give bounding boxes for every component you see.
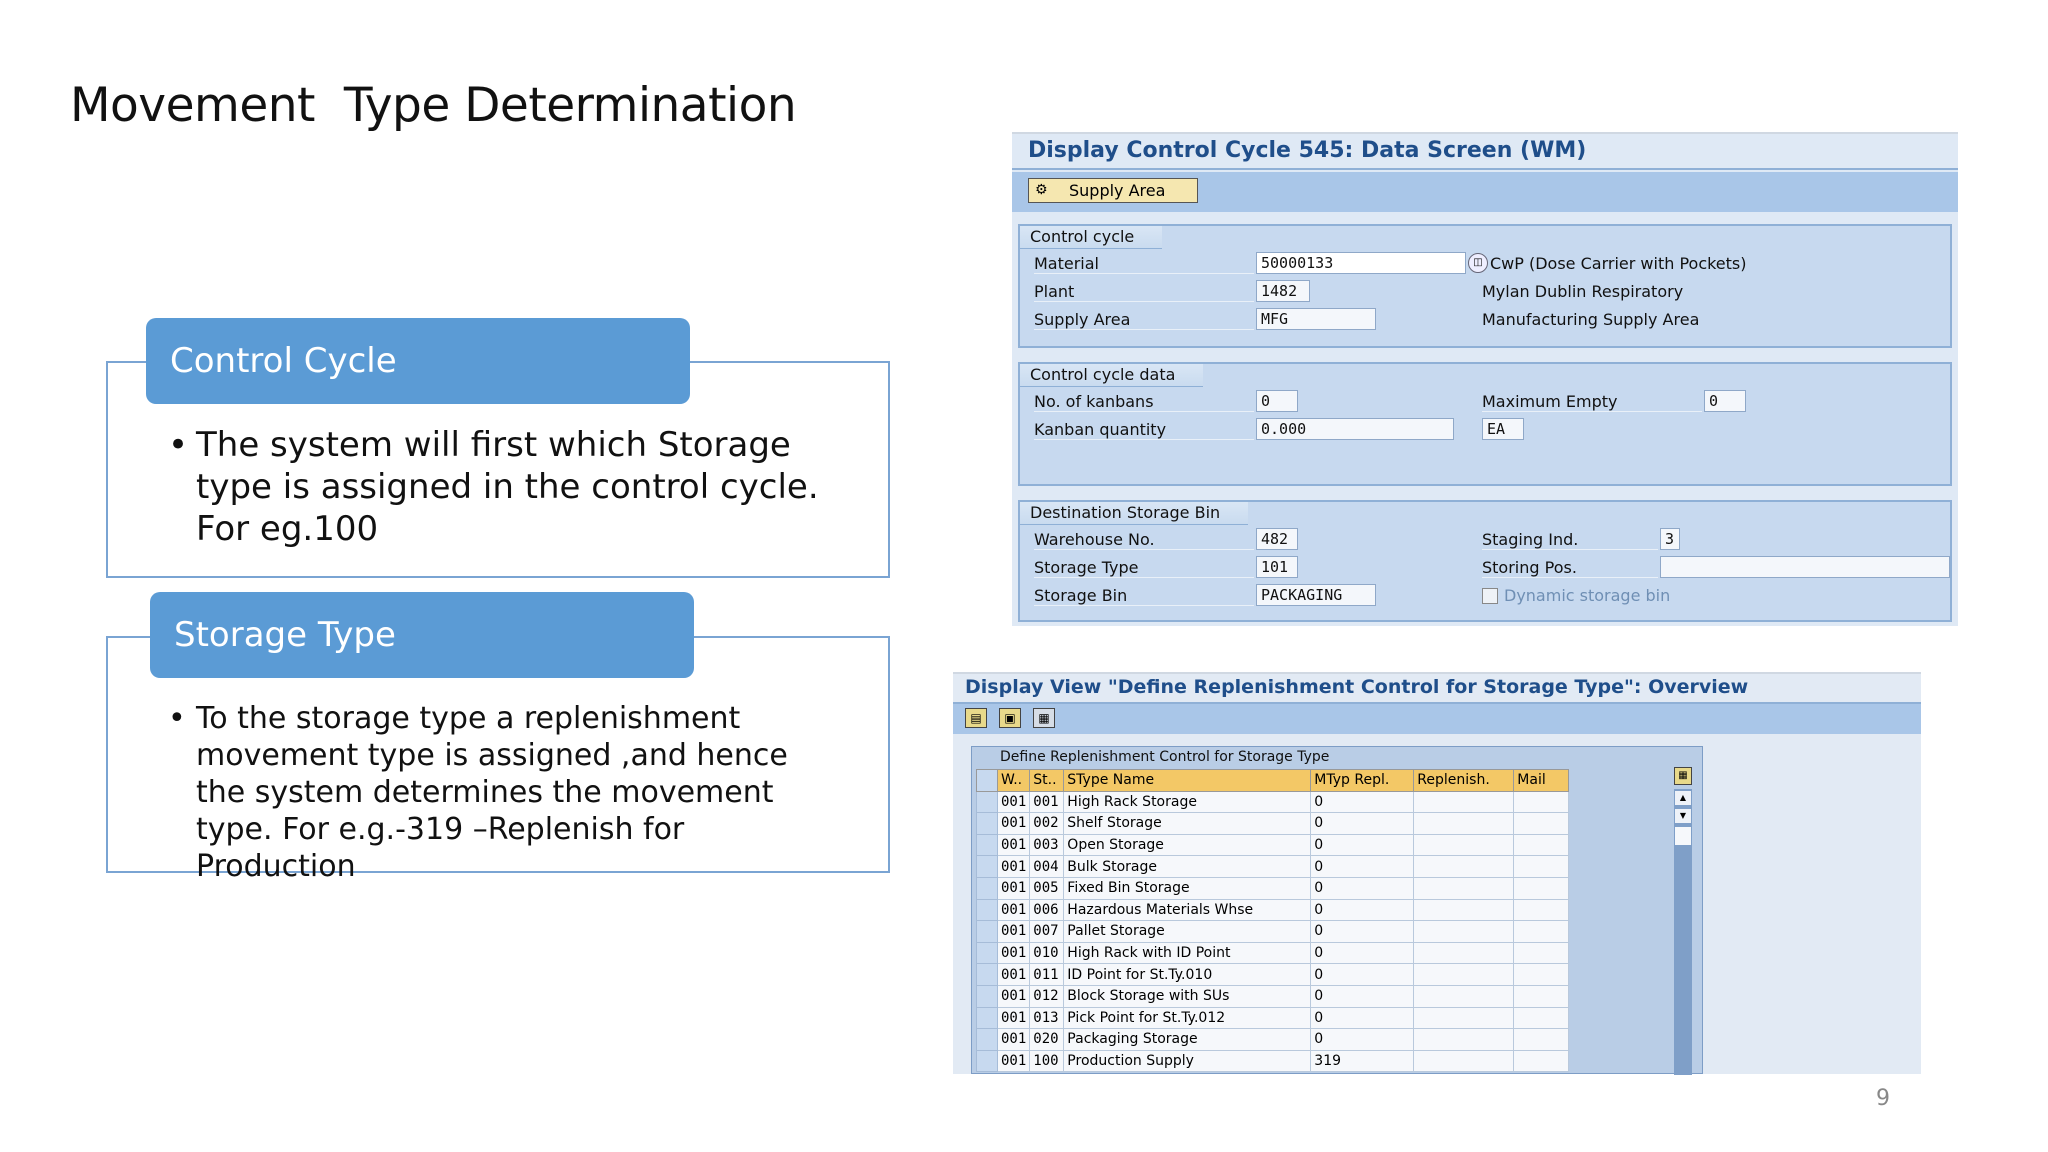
material-label: Material xyxy=(1034,254,1254,274)
plant-field[interactable]: 1482 xyxy=(1256,280,1310,302)
storage-bin-field[interactable]: PACKAGING xyxy=(1256,584,1376,606)
cell-mail[interactable] xyxy=(1514,834,1569,856)
cell-replenish[interactable] xyxy=(1414,791,1514,813)
row-selector[interactable] xyxy=(977,921,998,943)
plant-label: Plant xyxy=(1034,282,1254,302)
toolbar-icon-2[interactable]: ▣ xyxy=(999,708,1021,728)
cell-warehouse: 001 xyxy=(998,834,1030,856)
cell-stype-name: Open Storage xyxy=(1064,834,1311,856)
cell-mtyp-repl[interactable]: 0 xyxy=(1311,921,1414,943)
row-selector[interactable] xyxy=(977,813,998,835)
cell-mail[interactable] xyxy=(1514,964,1569,986)
cell-mail[interactable] xyxy=(1514,1007,1569,1029)
cell-storage-type: 007 xyxy=(1030,921,1064,943)
row-selector[interactable] xyxy=(977,834,998,856)
cell-replenish[interactable] xyxy=(1414,877,1514,899)
storage-type-heading: Storage Type xyxy=(150,592,694,678)
scroll-thumb[interactable] xyxy=(1675,827,1691,845)
cell-mtyp-repl[interactable]: 0 xyxy=(1311,856,1414,878)
storing-pos-label: Storing Pos. xyxy=(1482,558,1658,578)
table-row[interactable] xyxy=(977,1029,1569,1051)
table-row[interactable] xyxy=(977,942,1569,964)
cell-mail[interactable] xyxy=(1514,899,1569,921)
table-row[interactable] xyxy=(977,921,1569,943)
row-selector[interactable] xyxy=(977,1050,998,1072)
table-row[interactable] xyxy=(977,1050,1569,1072)
cell-replenish[interactable] xyxy=(1414,1029,1514,1051)
kanbans-field[interactable]: 0 xyxy=(1256,390,1298,412)
cell-mtyp-repl[interactable]: 0 xyxy=(1311,964,1414,986)
storage-type-label: Storage Type xyxy=(1034,558,1254,578)
cell-mtyp-repl[interactable]: 319 xyxy=(1311,1050,1414,1072)
cell-warehouse: 001 xyxy=(998,942,1030,964)
replenishment-screen-title: Display View "Define Replenishment Control for Storage Type": Overview xyxy=(965,676,1749,698)
cell-stype-name: Hazardous Materials Whse xyxy=(1064,899,1311,921)
cell-storage-type: 011 xyxy=(1030,964,1064,986)
cell-mtyp-repl[interactable]: 0 xyxy=(1311,942,1414,964)
cell-stype-name: High Rack Storage xyxy=(1064,791,1311,813)
destination-bin-group xyxy=(1018,500,1952,622)
cell-replenish[interactable] xyxy=(1414,834,1514,856)
supply-area-label: Supply Area xyxy=(1034,310,1254,330)
cell-replenish[interactable] xyxy=(1414,921,1514,943)
cell-warehouse: 001 xyxy=(998,791,1030,813)
value-help-icon[interactable]: ◫ xyxy=(1468,253,1488,273)
slide-title: Movement Type Determination xyxy=(70,78,797,133)
table-row[interactable] xyxy=(977,813,1569,835)
supply-area-description: Manufacturing Supply Area xyxy=(1482,310,1700,329)
cell-warehouse: 001 xyxy=(998,921,1030,943)
cell-mail[interactable] xyxy=(1514,1029,1569,1051)
table-row[interactable] xyxy=(977,985,1569,1007)
row-selector[interactable] xyxy=(977,899,998,921)
row-selector[interactable] xyxy=(977,877,998,899)
cell-storage-type: 020 xyxy=(1030,1029,1064,1051)
cell-storage-type: 010 xyxy=(1030,942,1064,964)
cell-storage-type: 005 xyxy=(1030,877,1064,899)
staging-ind-field[interactable]: 3 xyxy=(1660,528,1680,550)
cell-replenish[interactable] xyxy=(1414,942,1514,964)
supply-area-icon: ⚙ xyxy=(1035,182,1048,198)
table-row[interactable] xyxy=(977,856,1569,878)
row-selector[interactable] xyxy=(977,1007,998,1029)
table-settings-icon[interactable]: ▦ xyxy=(1674,767,1692,785)
col-replenish[interactable]: Replenish. xyxy=(1414,770,1514,792)
kanban-quantity-field[interactable]: 0.000 xyxy=(1256,418,1454,440)
cell-storage-type: 013 xyxy=(1030,1007,1064,1029)
kanban-quantity-label: Kanban quantity xyxy=(1034,420,1254,440)
row-selector[interactable] xyxy=(977,942,998,964)
cell-warehouse: 001 xyxy=(998,964,1030,986)
replenishment-screen xyxy=(953,672,1921,1074)
cell-stype-name: Production Supply xyxy=(1064,1050,1311,1072)
replenishment-toolbar xyxy=(953,704,1921,734)
cell-mail[interactable] xyxy=(1514,942,1569,964)
cell-mtyp-repl[interactable]: 0 xyxy=(1311,834,1414,856)
cell-mail[interactable] xyxy=(1514,856,1569,878)
table-header-row xyxy=(977,770,1569,792)
table-row[interactable] xyxy=(977,877,1569,899)
cell-storage-type: 001 xyxy=(1030,791,1064,813)
cell-warehouse: 001 xyxy=(998,813,1030,835)
toolbar-icon-1[interactable]: ▤ xyxy=(965,708,987,728)
dynamic-bin-label: Dynamic storage bin xyxy=(1504,586,1671,605)
control-cycle-group xyxy=(1018,224,1952,348)
scroll-down-arrow[interactable]: ▼ xyxy=(1675,809,1691,823)
table-title: Define Replenishment Control for Storage Type xyxy=(1000,749,1330,765)
cell-mail[interactable] xyxy=(1514,813,1569,835)
material-description: CwP (Dose Carrier with Pockets) xyxy=(1490,254,1747,273)
col-storage-type[interactable]: St.. xyxy=(1030,770,1064,792)
cell-warehouse: 001 xyxy=(998,1007,1030,1029)
toolbar-icon-3[interactable]: ▦ xyxy=(1033,708,1055,728)
cell-replenish[interactable] xyxy=(1414,813,1514,835)
control-cycle-text: The system will first which Storage type is assigned in the control cycle. For eg.100 xyxy=(196,425,819,549)
plant-description: Mylan Dublin Respiratory xyxy=(1482,282,1684,301)
kanbans-label: No. of kanbans xyxy=(1034,392,1254,412)
staging-ind-label: Staging Ind. xyxy=(1482,530,1658,550)
dynamic-bin-checkbox[interactable] xyxy=(1482,588,1498,604)
cell-stype-name: ID Point for St.Ty.010 xyxy=(1064,964,1311,986)
row-selector[interactable] xyxy=(977,985,998,1007)
cell-mtyp-repl[interactable]: 0 xyxy=(1311,813,1414,835)
select-all-cell[interactable] xyxy=(977,770,998,792)
unit-field[interactable]: EA xyxy=(1482,418,1524,440)
cell-mail[interactable] xyxy=(1514,791,1569,813)
cell-mtyp-repl[interactable]: 0 xyxy=(1311,899,1414,921)
row-selector[interactable] xyxy=(977,964,998,986)
storage-type-bullet: • To the storage type a replenishment movement type is assigned ,and hence the system determines the movement type. For e.g.-319 –Replenish for Production xyxy=(168,700,828,885)
destination-bin-label: Destination Storage Bin xyxy=(1020,502,1248,525)
warehouse-field[interactable]: 482 xyxy=(1256,528,1298,550)
cell-stype-name: Pick Point for St.Ty.012 xyxy=(1064,1007,1311,1029)
cell-mail[interactable] xyxy=(1514,985,1569,1007)
control-cycle-data-group xyxy=(1018,362,1952,486)
cell-storage-type: 100 xyxy=(1030,1050,1064,1072)
cell-storage-type: 002 xyxy=(1030,813,1064,835)
cell-mtyp-repl[interactable]: 0 xyxy=(1311,791,1414,813)
cell-mail[interactable] xyxy=(1514,877,1569,899)
cell-replenish[interactable] xyxy=(1414,899,1514,921)
row-selector[interactable] xyxy=(977,791,998,813)
cell-stype-name: Fixed Bin Storage xyxy=(1064,877,1311,899)
table-row[interactable] xyxy=(977,1007,1569,1029)
col-mtyp-repl[interactable]: MTyp Repl. xyxy=(1311,770,1414,792)
supply-area-field[interactable]: MFG xyxy=(1256,308,1376,330)
cell-mtyp-repl[interactable]: 0 xyxy=(1311,1007,1414,1029)
cell-replenish[interactable] xyxy=(1414,1007,1514,1029)
cell-stype-name: Shelf Storage xyxy=(1064,813,1311,835)
col-stype-name[interactable]: SType Name xyxy=(1064,770,1311,792)
storage-type-field[interactable]: 101 xyxy=(1256,556,1298,578)
control-cycle-group-label: Control cycle xyxy=(1020,226,1162,249)
cell-storage-type: 004 xyxy=(1030,856,1064,878)
table-row[interactable] xyxy=(977,834,1569,856)
maximum-empty-field[interactable]: 0 xyxy=(1704,390,1746,412)
cell-mtyp-repl[interactable]: 0 xyxy=(1311,877,1414,899)
control-cycle-screen-title: Display Control Cycle 545: Data Screen (WM) xyxy=(1028,138,1587,163)
control-cycle-bullet: • The system will first which Storage type is assigned in the control cycle. For eg.100 xyxy=(168,424,828,550)
cell-warehouse: 001 xyxy=(998,985,1030,1007)
replenishment-table xyxy=(976,769,1569,1072)
storing-pos-field[interactable] xyxy=(1660,556,1950,578)
warehouse-label: Warehouse No. xyxy=(1034,530,1254,550)
cell-stype-name: High Rack with ID Point xyxy=(1064,942,1311,964)
table-row[interactable] xyxy=(977,964,1569,986)
page-number: 9 xyxy=(1876,1086,1890,1111)
scroll-up-arrow[interactable]: ▲ xyxy=(1675,791,1691,805)
cell-mail[interactable] xyxy=(1514,1050,1569,1072)
replenishment-table-container xyxy=(971,746,1703,1074)
cell-stype-name: Bulk Storage xyxy=(1064,856,1311,878)
storage-bin-label: Storage Bin xyxy=(1034,586,1254,606)
cell-replenish[interactable] xyxy=(1414,1050,1514,1072)
row-selector[interactable] xyxy=(977,1029,998,1051)
cell-replenish[interactable] xyxy=(1414,856,1514,878)
cell-stype-name: Packaging Storage xyxy=(1064,1029,1311,1051)
table-row[interactable] xyxy=(977,791,1569,813)
control-cycle-heading: Control Cycle xyxy=(146,318,690,404)
cell-warehouse: 001 xyxy=(998,1050,1030,1072)
col-warehouse[interactable]: W.. xyxy=(998,770,1030,792)
cell-mtyp-repl[interactable]: 0 xyxy=(1311,985,1414,1007)
table-row[interactable] xyxy=(977,899,1569,921)
cell-storage-type: 003 xyxy=(1030,834,1064,856)
cell-warehouse: 001 xyxy=(998,856,1030,878)
cell-replenish[interactable] xyxy=(1414,964,1514,986)
cell-mail[interactable] xyxy=(1514,921,1569,943)
control-cycle-screen xyxy=(1012,132,1958,626)
col-mail[interactable]: Mail xyxy=(1514,770,1569,792)
cell-warehouse: 001 xyxy=(998,877,1030,899)
control-cycle-data-label: Control cycle data xyxy=(1020,364,1203,387)
cell-storage-type: 012 xyxy=(1030,985,1064,1007)
storage-type-text: To the storage type a replenishment movement type is assigned ,and hence the system determines the movement type. For e.g.-319 –Replenish for Production xyxy=(196,701,788,884)
cell-replenish[interactable] xyxy=(1414,985,1514,1007)
maximum-empty-label: Maximum Empty xyxy=(1482,392,1702,412)
row-selector[interactable] xyxy=(977,856,998,878)
cell-mtyp-repl[interactable]: 0 xyxy=(1311,1029,1414,1051)
supply-area-button[interactable]: ⚙ Supply Area xyxy=(1028,178,1198,203)
material-input[interactable]: 50000133 xyxy=(1256,252,1466,274)
cell-stype-name: Pallet Storage xyxy=(1064,921,1311,943)
cell-storage-type: 006 xyxy=(1030,899,1064,921)
cell-warehouse: 001 xyxy=(998,899,1030,921)
cell-stype-name: Block Storage with SUs xyxy=(1064,985,1311,1007)
cell-warehouse: 001 xyxy=(998,1029,1030,1051)
table-scrollbar[interactable] xyxy=(1674,789,1692,1075)
